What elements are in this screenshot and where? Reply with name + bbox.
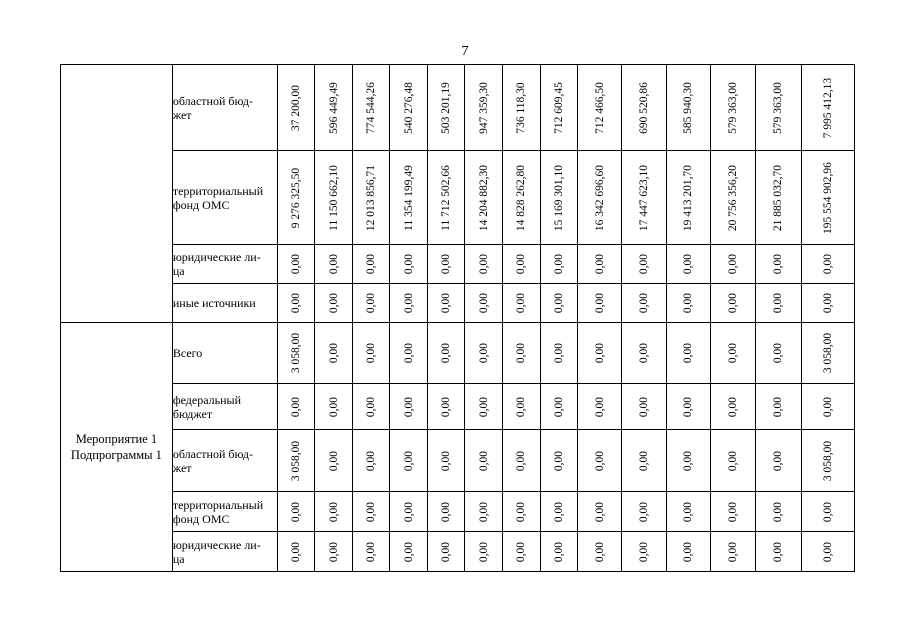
value-text: 0,00 [772, 253, 785, 275]
funding-source-label: юридические ли- ца [172, 537, 261, 566]
table-row [61, 384, 855, 430]
value-cell [577, 384, 621, 430]
value-text: 0,00 [772, 396, 785, 417]
value-cell [666, 151, 710, 245]
value-text: 0,00 [477, 253, 490, 275]
value-cell [427, 65, 464, 151]
value-text: 0,00 [439, 253, 452, 275]
value-cell [622, 65, 666, 151]
value-text: 0,00 [402, 396, 415, 417]
value-cell [427, 245, 464, 284]
value-text: 0,00 [515, 396, 528, 417]
table-row [61, 430, 855, 492]
value-text: 195 554 902,96 [821, 161, 834, 234]
funding-source-cell [172, 284, 277, 323]
funding-source-label: иные источники [172, 296, 256, 310]
funding-source-cell [172, 323, 277, 384]
value-text: 0,00 [365, 292, 378, 314]
value-cell [710, 151, 755, 245]
value-cell [503, 532, 540, 572]
value-text: 0,00 [593, 541, 606, 562]
table-row [61, 245, 855, 284]
value-cell [390, 492, 427, 532]
value-cell [801, 284, 854, 323]
value-text: 0,00 [515, 541, 528, 562]
value-text: 0,00 [772, 450, 785, 471]
table-row [61, 284, 855, 323]
value-text: 15 169 301,10 [552, 164, 565, 231]
value-text: 37 200,00 [289, 84, 302, 131]
value-cell [540, 323, 577, 384]
value-text: 0,00 [439, 541, 452, 562]
value-text: 0,00 [439, 501, 452, 522]
funding-source-cell [172, 430, 277, 492]
value-text: 14 204 882,30 [477, 164, 490, 231]
value-cell [801, 532, 854, 572]
value-text: 0,00 [515, 292, 528, 314]
value-text: 579 363,00 [727, 81, 740, 134]
value-cell [353, 151, 390, 245]
value-text: 0,00 [727, 396, 740, 417]
value-cell [577, 245, 621, 284]
value-text: 0,00 [402, 253, 415, 275]
value-cell [540, 65, 577, 151]
funding-source-cell [172, 384, 277, 430]
value-cell [353, 384, 390, 430]
page-number: 7 [461, 44, 469, 59]
value-cell [666, 384, 710, 430]
value-text: 585 940,30 [682, 81, 695, 134]
value-cell [710, 245, 755, 284]
value-cell [277, 430, 314, 492]
value-cell [666, 245, 710, 284]
funding-source-cell [172, 492, 277, 532]
value-cell [801, 492, 854, 532]
value-text: 0,00 [327, 501, 340, 522]
value-cell [465, 245, 503, 284]
value-text: 0,00 [682, 396, 695, 417]
value-cell [801, 430, 854, 492]
value-text: 7 995 412,13 [821, 77, 834, 138]
value-text: 0,00 [289, 501, 302, 522]
value-text: 0,00 [727, 501, 740, 522]
value-cell [756, 65, 801, 151]
value-cell [427, 430, 464, 492]
value-cell [503, 151, 540, 245]
value-cell [540, 151, 577, 245]
value-text: 0,00 [365, 253, 378, 275]
value-cell [390, 245, 427, 284]
value-text: 3 058,00 [821, 440, 834, 481]
value-text: 12 013 856,71 [365, 164, 378, 231]
value-text: 0,00 [515, 342, 528, 364]
value-cell [710, 532, 755, 572]
program-cell [61, 65, 173, 323]
value-cell [540, 492, 577, 532]
value-text: 0,00 [637, 501, 650, 522]
value-cell [801, 65, 854, 151]
value-text: 0,00 [821, 541, 834, 562]
value-text: 0,00 [772, 342, 785, 364]
value-text: 0,00 [682, 342, 695, 364]
value-text: 0,00 [439, 342, 452, 364]
value-text: 0,00 [552, 501, 565, 522]
value-cell [465, 284, 503, 323]
value-cell [427, 151, 464, 245]
value-text: 0,00 [515, 253, 528, 275]
value-cell [622, 384, 666, 430]
value-text: 0,00 [515, 501, 528, 522]
value-text: 0,00 [477, 396, 490, 417]
value-cell [540, 284, 577, 323]
value-cell [503, 430, 540, 492]
value-cell [277, 323, 314, 384]
value-cell [622, 430, 666, 492]
value-text: 596 449,49 [327, 81, 340, 134]
value-cell [390, 384, 427, 430]
value-cell [666, 323, 710, 384]
value-text: 0,00 [327, 292, 340, 314]
value-text: 0,00 [289, 396, 302, 417]
value-text: 0,00 [402, 541, 415, 562]
value-cell [465, 430, 503, 492]
value-cell [710, 492, 755, 532]
value-cell [465, 384, 503, 430]
table-row [61, 492, 855, 532]
value-text: 0,00 [552, 292, 565, 314]
value-cell [577, 323, 621, 384]
value-cell [666, 492, 710, 532]
value-cell [427, 323, 464, 384]
value-cell [503, 65, 540, 151]
value-cell [353, 492, 390, 532]
value-cell [314, 65, 352, 151]
value-cell [465, 65, 503, 151]
value-text: 0,00 [439, 292, 452, 314]
value-cell [390, 430, 427, 492]
value-cell [503, 284, 540, 323]
value-text: 0,00 [593, 450, 606, 471]
value-cell [427, 384, 464, 430]
value-text: 9 276 325,50 [289, 167, 302, 228]
value-cell [465, 532, 503, 572]
value-cell [314, 384, 352, 430]
value-cell [503, 492, 540, 532]
funding-source-cell [172, 65, 277, 151]
value-text: 947 359,30 [477, 81, 490, 134]
value-cell [577, 430, 621, 492]
value-text: 0,00 [682, 292, 695, 314]
funding-source-cell [172, 245, 277, 284]
value-text: 0,00 [593, 396, 606, 417]
table-row [61, 65, 855, 151]
value-text: 0,00 [682, 253, 695, 275]
value-text: 0,00 [552, 541, 565, 562]
value-text: 21 885 032,70 [772, 164, 785, 231]
value-text: 712 466,50 [593, 81, 606, 134]
value-cell [756, 532, 801, 572]
value-cell [622, 323, 666, 384]
funding-source-label: областной бюд- жет [172, 93, 253, 122]
funding-source-label: территориальный фонд ОМС [172, 183, 264, 212]
value-text: 0,00 [682, 541, 695, 562]
value-cell [277, 65, 314, 151]
value-text: 0,00 [637, 342, 650, 364]
value-text: 0,00 [552, 342, 565, 364]
value-cell [710, 284, 755, 323]
value-cell [540, 430, 577, 492]
value-text: 0,00 [637, 541, 650, 562]
value-cell [427, 284, 464, 323]
value-text: 736 118,30 [515, 81, 528, 134]
table-row [61, 323, 855, 384]
value-cell [503, 384, 540, 430]
value-cell [710, 323, 755, 384]
value-text: 0,00 [289, 292, 302, 314]
value-text: 0,00 [477, 292, 490, 314]
value-cell [756, 430, 801, 492]
value-text: 0,00 [727, 292, 740, 314]
value-cell [756, 245, 801, 284]
value-cell [801, 151, 854, 245]
value-text: 0,00 [439, 450, 452, 471]
value-cell [756, 284, 801, 323]
value-text: 0,00 [365, 501, 378, 522]
value-cell [314, 492, 352, 532]
value-cell [277, 151, 314, 245]
value-text: 0,00 [365, 342, 378, 364]
value-cell [277, 532, 314, 572]
value-text: 0,00 [637, 450, 650, 471]
value-cell [390, 532, 427, 572]
funding-source-label: юридические ли- ца [172, 250, 261, 278]
funding-source-cell [172, 532, 277, 572]
value-cell [577, 151, 621, 245]
value-cell [622, 492, 666, 532]
value-cell [710, 430, 755, 492]
value-cell [390, 151, 427, 245]
value-text: 0,00 [402, 342, 415, 364]
value-cell [503, 245, 540, 284]
value-cell [756, 323, 801, 384]
table-row [61, 151, 855, 245]
value-cell [353, 532, 390, 572]
value-cell [427, 532, 464, 572]
value-text: 0,00 [477, 342, 490, 364]
value-cell [314, 245, 352, 284]
value-cell [314, 323, 352, 384]
value-cell [465, 323, 503, 384]
value-cell [710, 65, 755, 151]
value-text: 0,00 [772, 292, 785, 314]
funding-source-label: Всего [172, 346, 203, 360]
value-cell [577, 532, 621, 572]
program-label-line: Мероприятие 1 [75, 432, 158, 446]
value-cell [710, 384, 755, 430]
value-text: 0,00 [637, 396, 650, 417]
value-text: 0,00 [552, 253, 565, 275]
value-text: 0,00 [821, 292, 834, 314]
value-text: 0,00 [365, 541, 378, 562]
value-text: 0,00 [402, 450, 415, 471]
value-cell [577, 284, 621, 323]
program-label-line: Подпрограммы 1 [70, 448, 162, 462]
value-cell [666, 430, 710, 492]
value-cell [577, 492, 621, 532]
value-text: 16 342 696,60 [593, 164, 606, 231]
value-text: 0,00 [727, 253, 740, 275]
value-cell [390, 284, 427, 323]
value-text: 0,00 [552, 396, 565, 417]
value-cell [353, 245, 390, 284]
value-cell [503, 323, 540, 384]
value-cell [465, 151, 503, 245]
value-cell [756, 492, 801, 532]
funding-source-label: федеральный бюджет [172, 392, 242, 421]
value-text: 0,00 [477, 450, 490, 471]
value-text: 0,00 [593, 253, 606, 275]
value-text: 0,00 [772, 501, 785, 522]
value-text: 0,00 [637, 253, 650, 275]
value-text: 11 150 662,10 [327, 164, 340, 231]
value-text: 712 609,45 [552, 81, 565, 134]
value-cell [314, 532, 352, 572]
value-cell [353, 65, 390, 151]
value-cell [314, 430, 352, 492]
value-text: 0,00 [327, 450, 340, 471]
funding-source-label: территориальный фонд ОМС [172, 497, 264, 526]
value-text: 0,00 [289, 541, 302, 562]
value-text: 0,00 [593, 292, 606, 314]
value-text: 774 544,26 [365, 81, 378, 134]
value-cell [540, 532, 577, 572]
value-cell [353, 323, 390, 384]
value-text: 14 828 262,80 [515, 164, 528, 231]
value-text: 690 520,86 [637, 81, 650, 134]
value-cell [277, 492, 314, 532]
value-cell [666, 284, 710, 323]
value-text: 0,00 [772, 541, 785, 562]
value-cell [390, 323, 427, 384]
value-text: 579 363,00 [772, 81, 785, 134]
value-text: 0,00 [727, 450, 740, 471]
value-text: 0,00 [402, 292, 415, 314]
value-cell [801, 323, 854, 384]
value-cell [465, 492, 503, 532]
value-cell [577, 65, 621, 151]
value-text: 19 413 201,70 [682, 164, 695, 231]
value-text: 0,00 [637, 292, 650, 314]
budget-financing-table [60, 64, 855, 572]
value-text: 17 447 623,10 [637, 164, 650, 231]
value-text: 0,00 [402, 501, 415, 522]
value-text: 3 058,00 [289, 440, 302, 481]
value-cell [353, 430, 390, 492]
value-cell [277, 284, 314, 323]
value-text: 0,00 [682, 450, 695, 471]
value-text: 0,00 [593, 342, 606, 364]
value-cell [801, 245, 854, 284]
value-cell [622, 532, 666, 572]
value-text: 0,00 [682, 501, 695, 522]
value-text: 0,00 [515, 450, 528, 471]
value-text: 0,00 [327, 253, 340, 275]
value-cell [622, 284, 666, 323]
value-text: 0,00 [821, 396, 834, 417]
value-text: 0,00 [727, 541, 740, 562]
value-cell [390, 65, 427, 151]
value-cell [666, 65, 710, 151]
value-text: 503 201,19 [439, 81, 452, 134]
value-text: 11 712 502,66 [439, 164, 452, 231]
value-text: 0,00 [327, 541, 340, 562]
value-text: 0,00 [593, 501, 606, 522]
value-text: 0,00 [821, 253, 834, 275]
value-text: 540 276,48 [402, 81, 415, 134]
value-cell [314, 151, 352, 245]
value-cell [756, 151, 801, 245]
funding-source-cell [172, 151, 277, 245]
value-text: 0,00 [552, 450, 565, 471]
value-cell [540, 245, 577, 284]
value-text: 0,00 [727, 342, 740, 364]
value-text: 3 058,00 [821, 332, 834, 374]
value-cell [314, 284, 352, 323]
value-text: 0,00 [821, 501, 834, 522]
value-text: 11 354 199,49 [402, 164, 415, 231]
value-text: 3 058,00 [289, 332, 302, 374]
value-text: 0,00 [289, 253, 302, 275]
value-cell [540, 384, 577, 430]
value-cell [277, 384, 314, 430]
value-cell [666, 532, 710, 572]
value-text: 0,00 [327, 396, 340, 417]
value-text: 0,00 [365, 450, 378, 471]
value-cell [277, 245, 314, 284]
value-cell [801, 384, 854, 430]
value-text: 20 756 356,20 [727, 164, 740, 231]
value-cell [353, 284, 390, 323]
value-cell [622, 151, 666, 245]
program-cell [61, 323, 173, 572]
value-text: 0,00 [477, 541, 490, 562]
funding-source-label: областной бюд- жет [172, 446, 253, 475]
value-text: 0,00 [327, 342, 340, 364]
value-text: 0,00 [439, 396, 452, 417]
value-cell [622, 245, 666, 284]
table-row [61, 532, 855, 572]
value-text: 0,00 [365, 396, 378, 417]
value-cell [756, 384, 801, 430]
value-cell [427, 492, 464, 532]
value-text: 0,00 [477, 501, 490, 522]
